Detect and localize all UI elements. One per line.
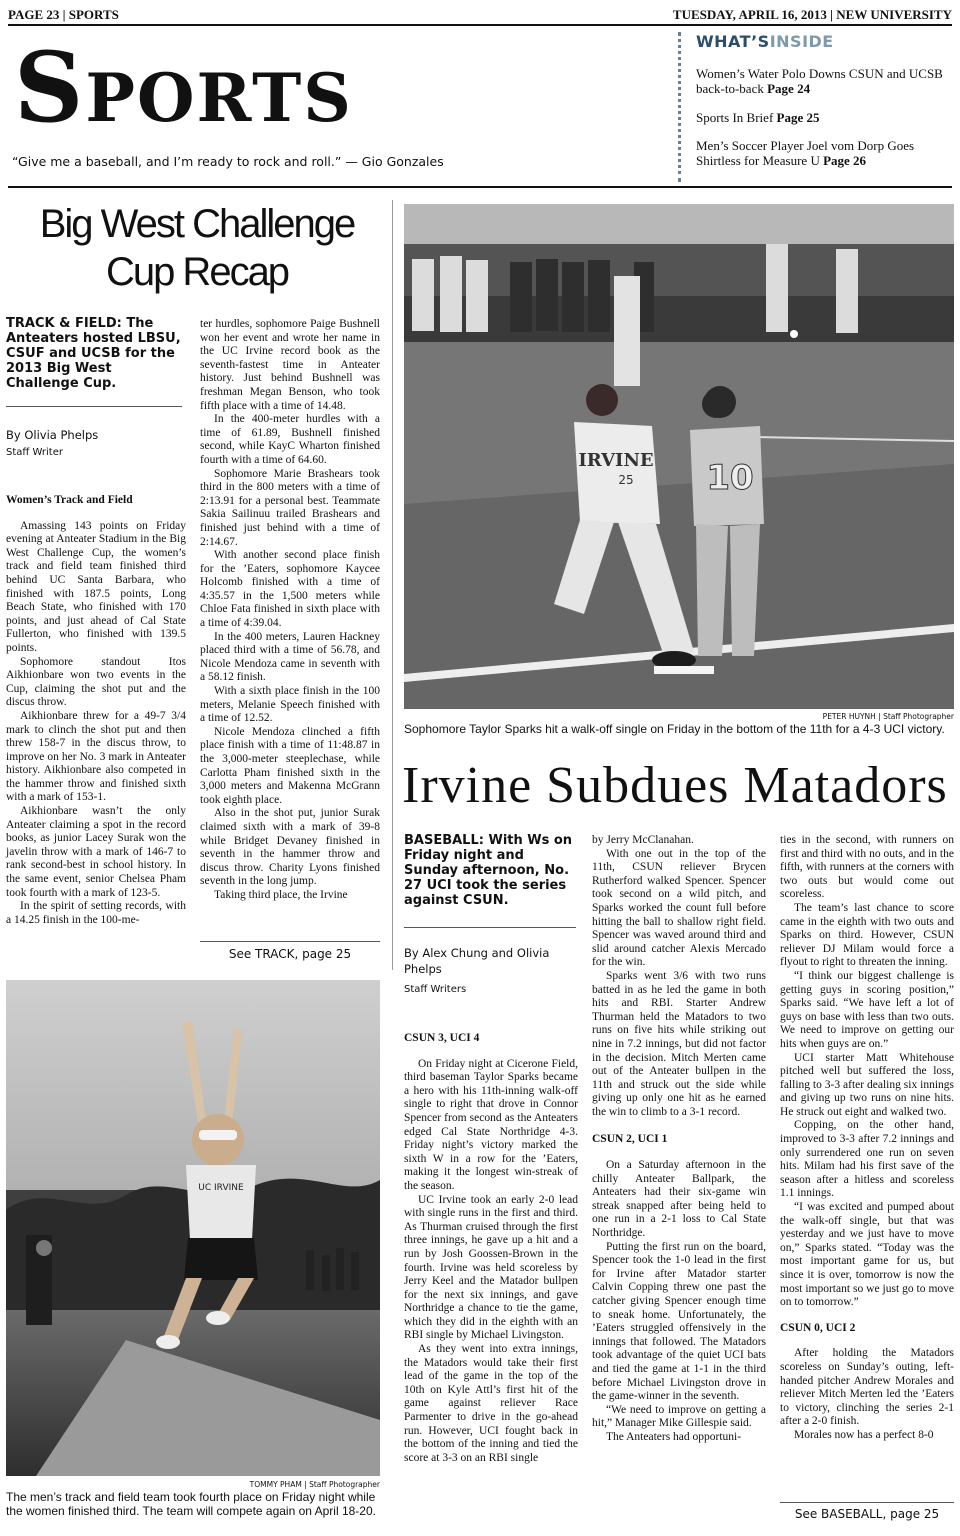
track-headline-line-2: Cup Recap bbox=[105, 250, 289, 294]
baseball-column-3 bbox=[780, 834, 954, 1443]
section-title-rest: PORTS bbox=[85, 59, 353, 137]
track-byline: By Olivia Phelps bbox=[6, 428, 99, 442]
baseball-paragraph: “I was excited and pumped about the walk-off single, but that was yesterday and we just have to move on,” Sparks stated. “Today was the most important game for us, but since it is over, tomorrow is now the most important so we just go to move on to tomorrow.” bbox=[780, 1201, 954, 1309]
track-photo-art bbox=[6, 980, 380, 1476]
whats-inside-item[interactable] bbox=[696, 66, 952, 96]
track-subhead: Women’s Track and Field bbox=[6, 494, 133, 506]
track-paragraph: Sophomore Marie Brashears took third in the 800 meters with a time of 2:13.91 for a personal best. Teammate Sakia Sailinuu trailed Brashears and finished just behind with a time of 2:14.67. bbox=[200, 467, 380, 548]
baseball-deck: BASEBALL: With Ws on Friday night and Sunday afternoon, No. 27 UCI took the series against CSUN. bbox=[404, 833, 573, 908]
whats-inside-label-a: WHAT’S bbox=[696, 32, 770, 51]
track-paragraph: Taking third place, the Irvine bbox=[214, 888, 348, 901]
track-staff-label: Staff Writer bbox=[6, 447, 63, 458]
baseball-paragraph: Copping, on the other hand, improved to 3-3 after 7.2 innings and only surrendered one run on seven hits. Milam had his first save of the season after a hitless and scoreless 1.1 innings. bbox=[780, 1119, 954, 1200]
whats-inside-label-b: INSIDE bbox=[769, 32, 834, 51]
track-photo bbox=[6, 980, 380, 1476]
track-paragraph: Also in the shot put, junior Surak claimed sixth with a mark of 39-8 while Bridget Devaney finished in seventh in the hammer throw and discus throw. Charity Lyons finished seventh in the long jump. bbox=[200, 807, 380, 888]
track-photo-credit: TOMMY PHAM | Staff Photographer bbox=[249, 1480, 380, 1489]
baseball-photo-art bbox=[404, 204, 954, 709]
whats-inside-item-page: Page 26 bbox=[823, 153, 867, 168]
baseball-jump-rule bbox=[780, 1502, 954, 1503]
baseball-photo bbox=[404, 204, 954, 709]
baseball-column-1 bbox=[404, 1024, 578, 1465]
baseball-subhead: CSUN 2, UCI 1 bbox=[592, 1133, 668, 1146]
baseball-staff-label: Staff Writers bbox=[404, 984, 467, 995]
baseball-paragraph: On Friday night at Cicerone Field, third baseman Taylor Sparks became a hero with his 11th-inning walk-off single to right that drove in Connor Spencer from second as the Anteaters edged Cal State Northridge 4-3. Friday night’s victory marked the sixth W in a row for the ’Eaters, making it the longest win-streak of the season. bbox=[404, 1057, 578, 1192]
baseball-paragraph: “We need to improve on getting a hit,” Manager Mike Gillespie said. bbox=[592, 1403, 766, 1430]
baseball-paragraph: Sparks went 3/6 with two runs batted in as he led the game in both hits and RBI. Starter Andrew Thurman held the Matadors to two runs on five hits while striking out nine in 7.2 innings, but did not factor in the decision. Mitch Merten came out of the Anteater bullpen in the 11th and struck out the side while giving up only one hit as he earned the win to climb to a 3-1 record. bbox=[592, 969, 766, 1118]
whats-inside-item-text: Women’s Water Polo Downs CSUN and UCSB back-to-back bbox=[696, 66, 943, 96]
jersey-back-number: 10 bbox=[706, 458, 754, 498]
whats-inside-divider bbox=[678, 32, 681, 182]
baseball-subhead: CSUN 0, UCI 2 bbox=[780, 1321, 856, 1334]
track-deck-rule bbox=[6, 406, 182, 407]
baseball-paragraph: After holding the Matadors scoreless on Sunday’s outing, left-handed pitcher Andrew Morales and reliever Mitch Merten led the ’Eaters to victory, clinching the series 2-1 after a 2-0 finish. bbox=[780, 1347, 954, 1428]
track-jump-link[interactable]: See TRACK, page 25 bbox=[228, 947, 352, 961]
runner-jersey-text: UC IRVINE bbox=[198, 1183, 244, 1193]
track-headline bbox=[8, 200, 386, 296]
jersey-front-text: IRVINE bbox=[578, 450, 654, 471]
baseball-photo-credit: PETER HUYNH | Staff Photographer bbox=[822, 712, 954, 721]
baseball-paragraph: by Jerry McClanahan. bbox=[592, 834, 694, 846]
track-paragraph: In the spirit of setting records, with a 14.25 finish in the 100-me- bbox=[6, 900, 186, 926]
baseball-paragraph: The Anteaters had opportuni- bbox=[606, 1430, 742, 1443]
track-paragraph: Aikhionbare threw for a 49-7 3/4 mark to clinch the shot put and then threw 158-7 in the discus throw, to improve on her No. 3 mark in Anteater history. Aikhionbare also competed in the hammer throw and finished sixth with a mark of 153-1. bbox=[6, 709, 186, 804]
baseball-headline: Irvine Subdues Matadors bbox=[402, 757, 948, 814]
baseball-deck-rule bbox=[404, 927, 576, 928]
baseball-subhead: CSUN 3, UCI 4 bbox=[404, 1032, 480, 1044]
track-paragraph: Sophomore standout Itos Aikhionbare won two events in the Cup, claiming the shot put and the discus throw. bbox=[6, 655, 186, 709]
whats-inside-item[interactable] bbox=[696, 110, 952, 125]
column-divider bbox=[392, 200, 393, 970]
baseball-paragraph: Morales now has a perfect 8-0 bbox=[794, 1428, 934, 1441]
section-title-first: S bbox=[14, 31, 86, 144]
baseball-paragraph: UC Irvine took an early 2-0 lead with single runs in the first and third. As Thurman cruised through the first three innings, he gave up a hit and a run by Josh Goossen-Brown in the fourth. Irvine was held scoreless by Jerry Keel and the Matador bullpen for the next six innings, and gave Northridge a chance to tie the game, which they did in the eighth with an RBI single by Michael Livingston. bbox=[404, 1193, 578, 1342]
whats-inside-item[interactable] bbox=[696, 138, 952, 168]
track-paragraph: Nicole Mendoza clinched a fifth place finish with a time of 11:48.87 in the 3,000-meter steeplechase, while Carlotta Pham finished sixth in the 3,000 meters and Makenna McGrann took eighth place. bbox=[200, 725, 380, 806]
track-column-2 bbox=[200, 318, 380, 903]
track-paragraph: With a sixth place finish in the 100 meters, Melanie Speech finished with a time of 12.52. bbox=[200, 685, 380, 725]
baseball-photo-caption: Sophomore Taylor Sparks hit a walk-off single on Friday in the bottom of the 11th for a 4-3 UCI victory. bbox=[404, 722, 945, 736]
whats-inside-item-text: Men’s Soccer Player Joel vom Dorp Goes Shirtless for Measure U bbox=[696, 138, 915, 168]
baseball-paragraph: On a Saturday afternoon in the chilly Anteater Ballpark, the Anteaters had their six-game win streak snapped after being held to one run in a 2-1 loss to Cal State Northridge. bbox=[592, 1159, 766, 1240]
track-deck: TRACK & FIELD: The Anteaters hosted LBSU, CSUF and UCSB for the 2013 Big West Challenge Cup. bbox=[6, 316, 181, 391]
baseball-paragraph: The team’s last chance to score came in the eighth with two outs and Sparks on third. However, CSUN reliever DJ Milam would force a flyout to right to threaten the inning. bbox=[780, 901, 954, 969]
track-column-1 bbox=[6, 486, 186, 927]
track-headline-line-1: Big West Challenge bbox=[39, 202, 355, 246]
date-label: TUESDAY, APRIL 16, 2013 | NEW UNIVERSITY bbox=[672, 7, 952, 22]
baseball-byline: By Alex Chung and Olivia Phelps bbox=[404, 946, 550, 976]
baseball-paragraph: Putting the first run on the board, Spencer took the 1-0 lead in the first for Irvine after Matador starter Calvin Copping threw one past the catcher giving Spencer enough time to sneak home. Unfortunately, the ’Eaters struggled offensively in the innings that followed. The Matadors took advantage of the quiet UCI bats and tied the game at 1-1 in the third before Michael Livingston drove in the game-winner in the seventh. bbox=[592, 1240, 766, 1403]
baseball-column-2 bbox=[592, 834, 766, 1445]
whats-inside-heading bbox=[696, 32, 834, 51]
baseball-paragraph: “I think our biggest challenge is getting guys in scoring position,” Sparks said. “We have left a lot of guys on base with less than two outs. We need to improve on getting our hits when guys are on.” bbox=[780, 969, 954, 1050]
track-paragraph: Amassing 143 points on Friday evening at Anteater Stadium in the Big West Challenge Cup, the women’s track and field team finished third behind UC Santa Barbara, who finished with 187.5 points, Long Beach State, who finished with 170 points, and just ahead of Cal State Fullerton, who finished with 139.5 points. bbox=[6, 519, 186, 654]
header-rule bbox=[8, 186, 952, 188]
whats-inside-item-page: Page 25 bbox=[776, 110, 820, 125]
track-paragraph: In the 400-meter hurdles with a time of 61.89, Bushnell finished second, while KayC Wharton finished fourth with a time of 64.60. bbox=[200, 413, 380, 466]
track-photo-caption: The men’s track and field team took fourth place on Friday night while the women finished third. The team will compete again on April 18-20. bbox=[6, 1490, 376, 1518]
baseball-paragraph: ties in the second, with runners on first and third with no outs, and in the fifth, with runners at the corners with two outs but would come out scoreless. bbox=[780, 834, 954, 901]
baseball-paragraph: As they went into extra innings, the Matadors would take their first lead of the game in the top of the 10th on Kyle Attl’s first hit of the game against reliever Race Parmenter to drive in the go-ahead run. However, UCI fought back in the bottom of the inning and tied the score at 3-3 on an RBI single bbox=[404, 1343, 578, 1464]
whats-inside-item-text: Sports In Brief bbox=[696, 110, 774, 125]
baseball-paragraph: With one out in the top of the 11th, CSUN reliever Brycen Rutherford walked Spencer. Spencer took second on a wild pitch, and Sparks worked the count full before hitting the ball to shallow right field. Spencer was waved around third and slid around catcher Alexis Mercado for the win. bbox=[592, 847, 766, 969]
section-quote: “Give me a baseball, and I’m ready to rock and roll.” — Gio Gonzales bbox=[12, 154, 444, 169]
track-paragraph: Aikhionbare wasn’t the only Anteater claiming a spot in the record books, as junior Lacey Surak won the javelin throw with a mark of 146-7 to rank second-best in school history. In the same event, senior Chelsea Pham took fourth with a mark of 123-5. bbox=[6, 805, 186, 899]
baseball-jump-link[interactable]: See BASEBALL, page 25 bbox=[794, 1507, 940, 1521]
track-paragraph: In the 400 meters, Lauren Hackney placed third with a time of 56.78, and Nicole Mendoza came in seventh with a 58.12 finish. bbox=[200, 630, 380, 684]
page-label: PAGE 23 | SPORTS bbox=[8, 7, 119, 22]
baseball-paragraph: UCI starter Matt Whitehouse pitched well but suffered the loss, falling to 3-3 after dealing six innings and giving up two runs on nine hits. He struck out eight and walked two. bbox=[780, 1051, 954, 1118]
page-header-bar bbox=[8, 6, 952, 26]
whats-inside-item-page: Page 24 bbox=[767, 81, 811, 96]
track-paragraph: With another second place finish for the ’Eaters, sophomore Kaycee Holcomb finished with a time of 4:35.57 in the 1,500 meters while Chloe Fata finished in sixth place with a time of 4:39.04. bbox=[200, 549, 380, 630]
track-jump-rule bbox=[200, 941, 380, 942]
section-title bbox=[14, 31, 353, 146]
jersey-number: 25 bbox=[618, 473, 634, 487]
track-paragraph: ter hurdles, sophomore Paige Bushnell won her event and wrote her name in the UC Irvine record book as the seventh-fastest time in Anteater history. Just behind Bushnell was freshman Megan Benson, who took fifth place with a time of 14.48. bbox=[200, 318, 380, 412]
